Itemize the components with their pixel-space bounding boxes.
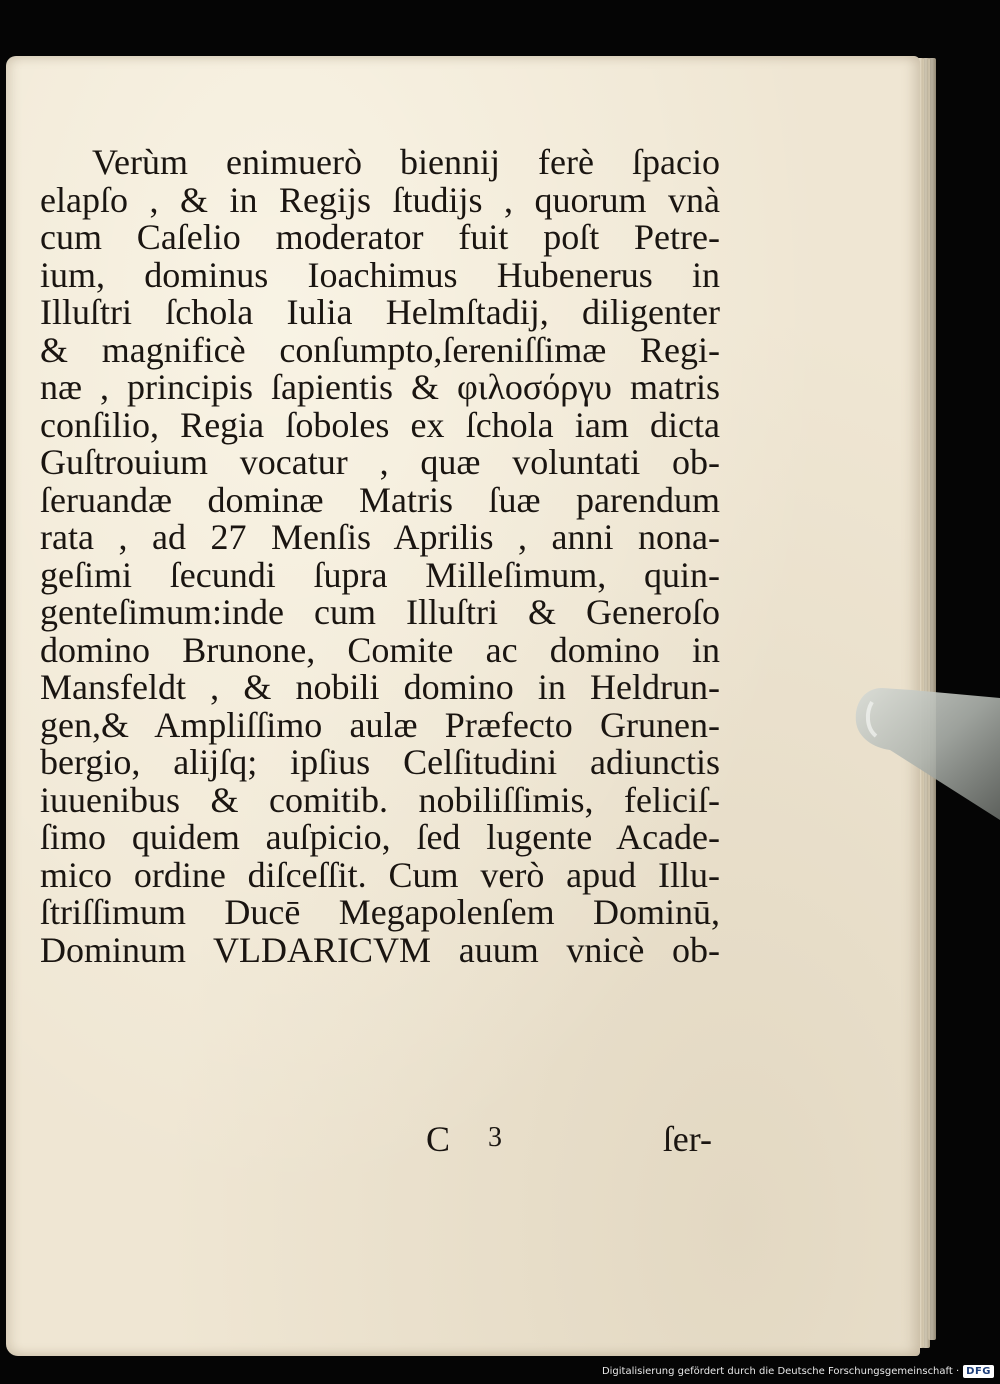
text-line: genteſimum:inde cum Illuſtri & Generoſo xyxy=(40,592,720,632)
text-line: ſeruandæ dominæ Matris ſuæ parendum xyxy=(40,479,720,520)
text-line: geſimi ſecundi ſupra Milleſimum, quin- xyxy=(40,554,720,595)
signature-mark: C xyxy=(426,1119,451,1159)
text-line: & magnificè conſumpto,ſereniſſimæ Regi- xyxy=(40,329,720,370)
text-line: ium, dominus Ioachimus Hubenerus in xyxy=(40,254,720,295)
text-line: rata , ad 27 Menſis Aprilis , anni nona- xyxy=(40,517,720,557)
credit-text: Digitalisierung gefördert durch die Deutsche Forschungsgemeinschaft · xyxy=(601,1365,960,1377)
text-line: Mansfeldt , & nobili domino in Heldrun- xyxy=(40,667,720,707)
text-line: Dominum VLDARICVM auum vnicè ob- xyxy=(40,929,720,970)
text-line: domino Brunone, Comite ac domino in xyxy=(40,629,720,670)
text-line: næ , principis ſapientis & φιλοσόργυ matris xyxy=(40,367,720,407)
text-line: ſtriſſimum Ducē Megapolenſem Dominū, xyxy=(40,892,720,932)
text-line: Guſtrouium vocatur , quæ voluntati ob- xyxy=(40,442,720,482)
text-line: Verùm enimuerò biennij ferè ſpacio xyxy=(92,142,720,182)
book-page xyxy=(6,56,920,1356)
text-line: mico ordine diſceſſit. Cum verò apud Illu- xyxy=(40,854,720,895)
text-line: Illuſtri ſchola Iulia Helmſtadij, diligenter xyxy=(40,292,720,332)
page-footer-line xyxy=(40,1118,720,1158)
text-line: conſilio, Regia ſoboles ex ſchola iam dicta xyxy=(40,404,720,445)
dfg-logo: DFG xyxy=(963,1365,994,1378)
text-line: iuuenibus & comitib. nobiliſſimis, feliciſ- xyxy=(40,779,720,820)
catchword: ſer- xyxy=(662,1119,712,1159)
text-line: cum Caſelio moderator fuit poſt Petre- xyxy=(40,217,720,257)
text-line: gen,& Ampliſſimo aulæ Præfecto Grunen- xyxy=(40,704,720,745)
text-line: elapſo , & in Regijs ſtudijs , quorum vnà xyxy=(40,179,720,220)
text-line: ſimo quidem auſpicio, ſed lugente Acade- xyxy=(40,817,720,857)
page-text-block xyxy=(40,144,720,969)
glass-page-weight xyxy=(852,674,1000,824)
text-line: bergio, alijſq; ipſius Celſitudini adiunctis xyxy=(40,742,720,782)
digitization-credit xyxy=(602,1362,994,1380)
signature-number: 3 xyxy=(488,1122,502,1153)
